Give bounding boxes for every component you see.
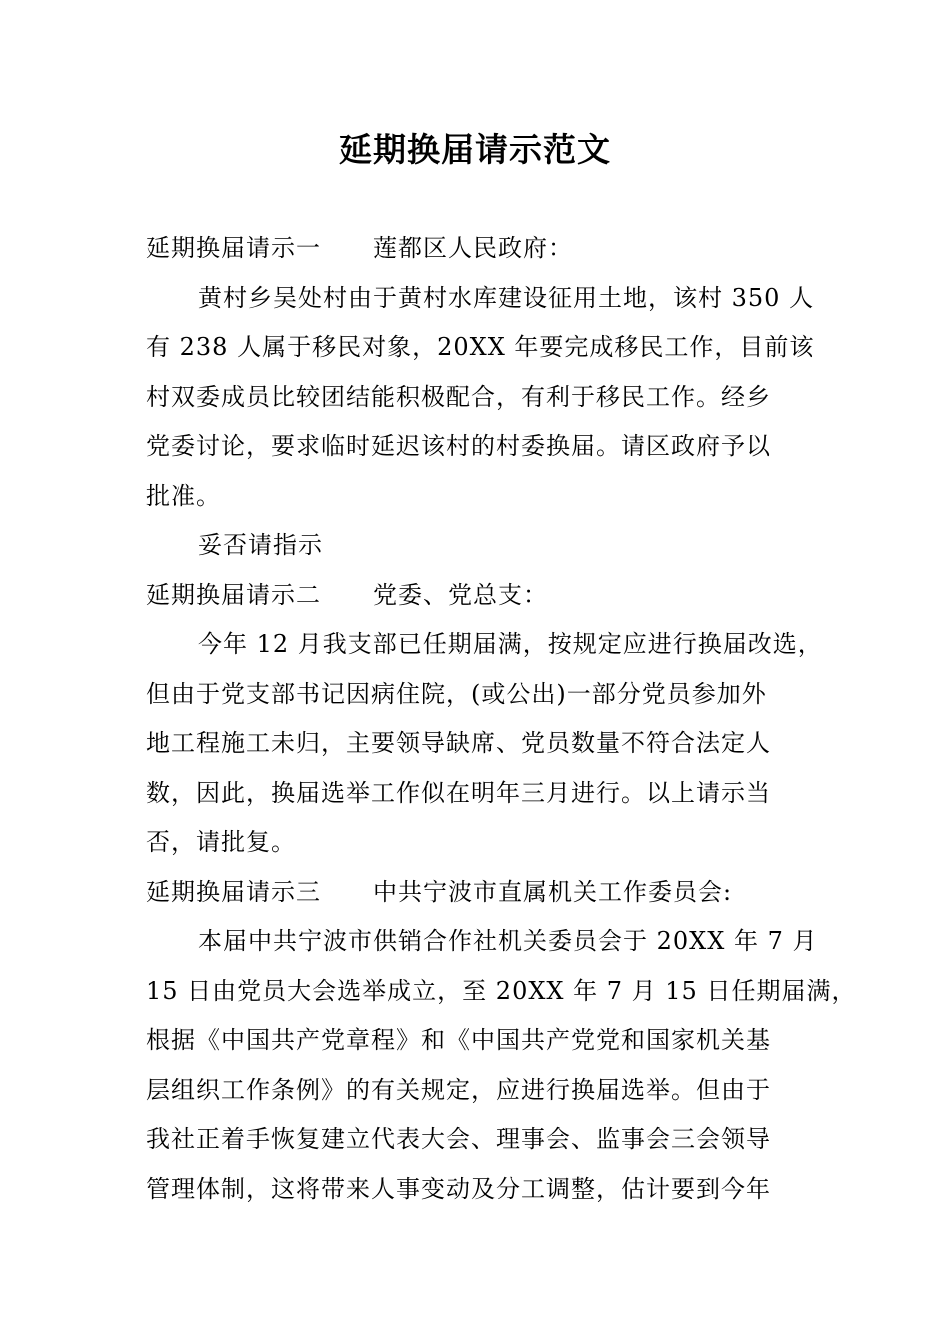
paragraph-line: 党委讨论，要求临时延迟该村的村委换届。请区政府予以	[146, 432, 771, 460]
paragraph-line: 有 238 人属于移民对象，20XX 年要完成移民工作，目前该	[146, 333, 815, 361]
addressee: 莲都区人民政府：	[373, 234, 573, 262]
section-label: 延期换届请示二	[146, 580, 321, 609]
paragraph-line: 15 日由党员大会选举成立，至 20XX 年 7 月 15 日任期届满，	[146, 976, 857, 1005]
paragraph-line: 根据《中国共产党章程》和《中国共产党党和国家机关基	[146, 1026, 771, 1054]
section-heading-line	[146, 868, 826, 918]
paragraph-line: 村双委成员比较团结能积极配合，有利于移民工作。经乡	[146, 382, 771, 411]
paragraph-line: 今年 12 月我支部已任期届满，按规定应进行换届改选，	[198, 630, 823, 658]
addressee: 党委、党总支：	[373, 580, 548, 609]
section-heading-line	[146, 571, 826, 621]
paragraph-line: 管理体制，这将带来人事变动及分工调整，估计要到今年	[146, 1174, 771, 1203]
paragraph-line: 数，因此，换届选举工作似在明年三月进行。以上请示当	[146, 778, 771, 807]
section-heading-line	[146, 224, 826, 274]
section-label: 延期换届请示一	[146, 234, 321, 262]
paragraph-line: 层组织工作条例》的有关规定，应进行换届选举。但由于	[146, 1075, 771, 1104]
paragraph-line: 否，请批复。	[146, 828, 296, 856]
section-label: 延期换届请示三	[146, 877, 321, 906]
paragraph-line: 地工程施工未归，主要领导缺席、党员数量不符合法定人	[146, 729, 771, 757]
paragraph-line: 但由于党支部书记因病住院，(或公出)一部分党员参加外	[146, 679, 767, 708]
paragraph-line: 本届中共宁波市供销合作社机关委员会于 20XX 年 7 月	[198, 927, 818, 955]
addressee: 中共宁波市直属机关工作委员会:	[373, 877, 733, 906]
paragraph-line: 黄村乡吴处村由于黄村水库建设征用土地，该村 350 人	[198, 283, 815, 312]
paragraph-line: 我社正着手恢复建立代表大会、理事会、监事会三会领导	[146, 1125, 771, 1153]
paragraph-line: 妥否请指示	[198, 531, 323, 559]
document-body	[146, 224, 857, 1214]
paragraph-line: 批准。	[146, 481, 221, 510]
document-title: 延期换届请示范文	[339, 130, 611, 169]
